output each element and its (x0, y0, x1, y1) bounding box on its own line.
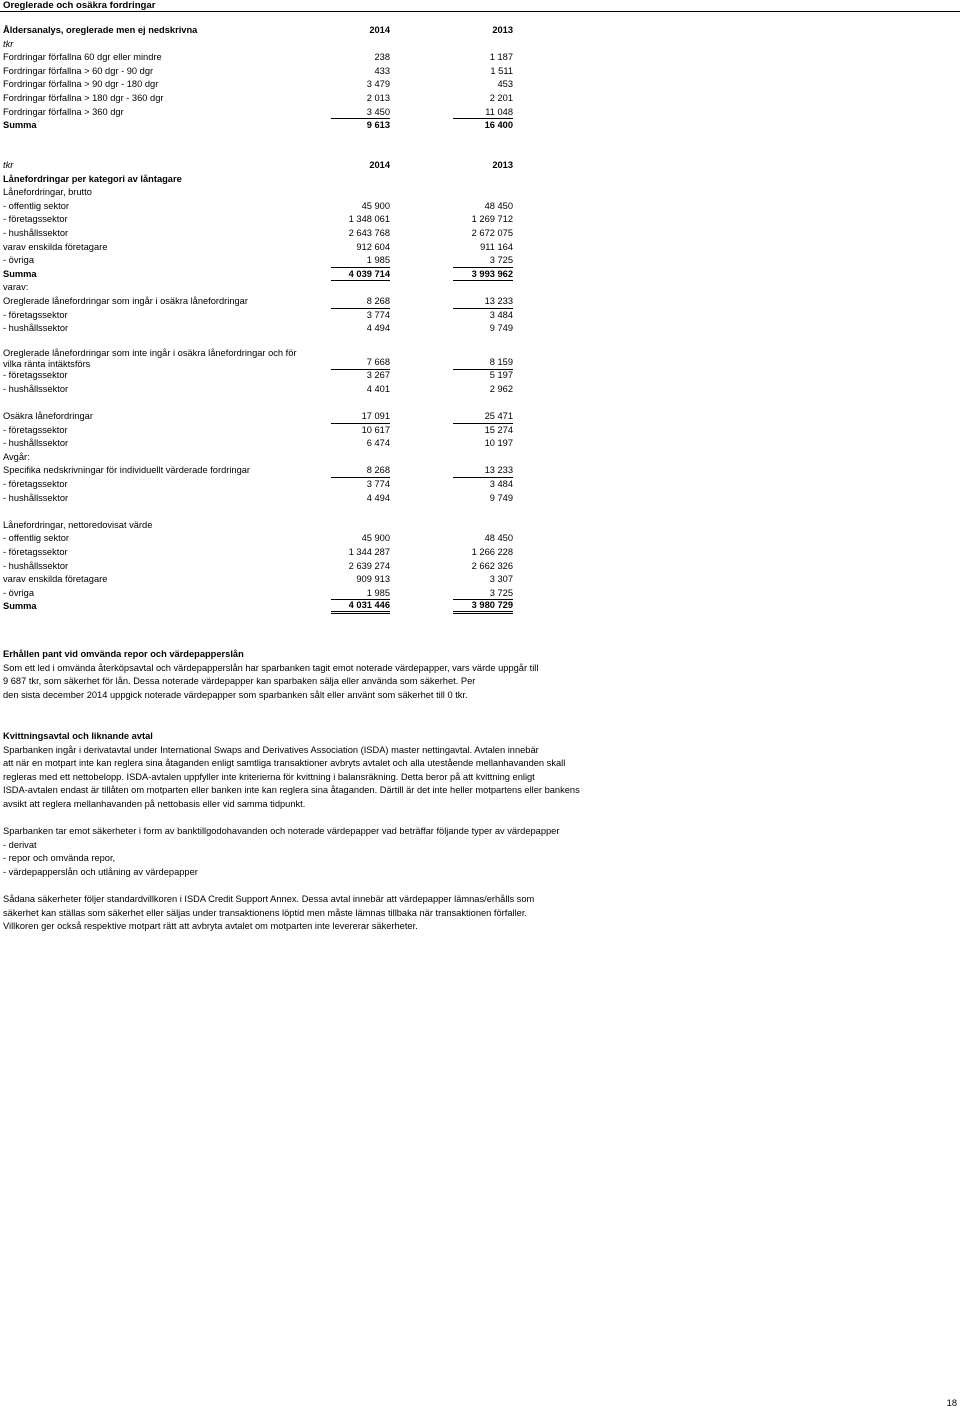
row-value-2013: 1 511 (490, 65, 513, 76)
row-value-2013: 1 266 228 (471, 547, 513, 558)
table-row (3, 349, 515, 369)
row-value-2014: 3 450 (331, 106, 390, 120)
row-value-2014: 8 268 (331, 464, 390, 478)
table-row (3, 200, 515, 214)
netting-list-item: - repor och omvända repor, (3, 853, 116, 864)
row-value-2014: 45 900 (361, 533, 390, 544)
row-value-2013: 11 048 (453, 106, 513, 120)
row-value-2014: 4 494 (366, 323, 390, 334)
row-value-2013: 2 672 075 (471, 227, 513, 238)
netting-line: Sparbanken tar emot säkerheter i form av banktillgodohavanden och noterade värdepapper vad beträffar följande typer av värdepapper (3, 826, 560, 837)
table-row (3, 254, 515, 268)
row-value-2014: 238 (374, 52, 390, 63)
table-row (3, 532, 515, 546)
row-value-2014: 1 985 (331, 254, 390, 268)
table-row (3, 546, 515, 560)
table-row (3, 78, 515, 92)
row-label: - hushållssektor (3, 560, 69, 571)
aging-table (3, 24, 515, 133)
table-row (3, 51, 515, 65)
row-value-2014: 7 668 (331, 356, 390, 370)
row-label: - företagssektor (3, 479, 68, 490)
row-label: Avgår: (3, 451, 30, 462)
row-label: Summa (3, 120, 37, 131)
spacer-row (3, 505, 515, 519)
category-heading-row (3, 173, 515, 187)
aging-header-row (3, 24, 515, 38)
row-value-2013: 13 233 (453, 295, 513, 309)
table-row (3, 106, 515, 120)
table-row (3, 437, 515, 451)
row-value-2014: 433 (374, 65, 390, 76)
row-value-2014: 10 617 (361, 424, 390, 435)
table-row (3, 241, 515, 255)
page-title: Oreglerade och osäkra fordringar (3, 0, 156, 11)
table-row (3, 600, 515, 614)
row-value-2013: 2 962 (489, 383, 513, 394)
row-label: - offentlig sektor (3, 200, 69, 211)
table-row (3, 186, 515, 200)
row-value-2013: 10 197 (484, 438, 513, 449)
aging-unit-row (3, 38, 515, 52)
aging-heading: Åldersanalys, oreglerade men ej nedskrivna (3, 25, 198, 35)
row-value-2014: 3 774 (366, 479, 390, 490)
repo-line: 9 687 tkr, som säkerhet för lån. Dessa noterade värdepapper kan sparbaken sälja eller använda som säkerhet. Per (3, 676, 476, 687)
row-value-2014: 8 268 (331, 295, 390, 309)
netting-list-item: - derivat (3, 839, 37, 850)
aging-unit: tkr (3, 38, 14, 49)
netting-line: Sådana säkerheter följer standardvillkoren i ISDA Credit Support Annex. Dessa avtal innebär att värdepapper lämnas/erhålls som (3, 894, 535, 905)
category-col-2013: 2013 (492, 160, 513, 170)
row-value-2014: 1 348 061 (348, 214, 390, 225)
table-row (3, 322, 515, 336)
row-value-2013: 8 159 (453, 356, 513, 370)
netting-heading: Kvittningsavtal och liknande avtal (3, 731, 153, 741)
table-row (3, 464, 515, 478)
row-label: Lånefordringar, brutto (3, 187, 92, 198)
aging-total-row (3, 119, 515, 133)
netting-line: att när en motpart inte kan reglera sina åtaganden enligt samtliga transaktioner avbryts avtalet och alla utestående mellanhavanden skall (3, 758, 566, 769)
row-label: Fordringar förfallna > 360 dgr (3, 106, 124, 117)
row-value-2014: 2 643 768 (348, 227, 390, 238)
table-row (3, 65, 515, 79)
row-value-2014: 9 613 (366, 120, 390, 131)
row-label: Summa (3, 268, 37, 279)
row-value-2013: 3 484 (489, 479, 513, 490)
spacer-row (3, 336, 515, 350)
paragraph-gap (3, 880, 943, 894)
row-label-line-2: vilka ränta intäktsförs (3, 359, 91, 370)
table-row (3, 424, 515, 438)
netting-line: ISDA-avtalen endast är tillåten om motparten eller banken inte kan reglera sina åtaganden. Därtill är det inte heller motpartens eller bankens (3, 785, 580, 796)
row-label: - företagssektor (3, 547, 68, 558)
row-value-2014: 909 913 (356, 574, 390, 585)
row-value-2013: 1 187 (489, 52, 513, 63)
row-value-2013: 2 662 326 (471, 560, 513, 571)
category-col-2014: 2014 (369, 160, 390, 170)
table-row (3, 451, 515, 465)
table-row (3, 309, 515, 323)
row-label: varav: (3, 282, 29, 293)
row-label: - hushållssektor (3, 438, 69, 449)
netting-line: regleras med ett nettobelopp. ISDA-avtalen uppfyller inte kriterierna för kvittning i balansräkning. Detta beror på att kvittning enligt (3, 771, 535, 782)
row-value-2013: 13 233 (453, 464, 513, 478)
row-value-2014: 912 604 (356, 241, 390, 252)
row-label-line-1: Oreglerade lånefordringar som inte ingår i osäkra lånefordringar och för (3, 348, 297, 359)
row-value-2014: 6 474 (366, 438, 390, 449)
table-row (3, 573, 515, 587)
row-value-2014: 3 267 (366, 370, 390, 381)
row-value-2013: 9 749 (489, 323, 513, 334)
category-unit: tkr (3, 160, 14, 170)
row-label: Oreglerade lånefordringar som ingår i osäkra lånefordringar (3, 295, 248, 306)
table-row (3, 268, 515, 282)
row-value-2014: 4 031 446 (331, 600, 390, 614)
row-label: - företagssektor (3, 214, 68, 225)
netting-line: avsikt att reglera mellanhavanden på nettobasis eller vid samma tidpunkt. (3, 798, 306, 809)
table-row (3, 519, 515, 533)
row-value-2013: 453 (497, 79, 513, 90)
table-row (3, 560, 515, 574)
row-value-2014: 4 401 (366, 383, 390, 394)
row-value-2013: 48 450 (484, 533, 513, 544)
table-row (3, 587, 515, 601)
row-value-2013: 3 725 (453, 254, 513, 268)
row-value-2014: 2 639 274 (348, 560, 390, 571)
row-value-2013: 9 749 (489, 492, 513, 503)
row-label: Specifika nedskrivningar för individuellt värderade fordringar (3, 465, 251, 476)
repo-heading: Erhållen pant vid omvända repor och värdepapperslån (3, 649, 244, 659)
row-value-2013: 3 725 (453, 587, 513, 601)
row-value-2013: 2 201 (489, 92, 513, 103)
title-rule (0, 11, 960, 12)
category-table (3, 159, 515, 614)
paragraph-gap (3, 812, 943, 826)
table-row (3, 295, 515, 309)
row-label: Summa (3, 601, 37, 612)
row-label: - övriga (3, 255, 35, 266)
category-heading: Lånefordringar per kategori av låntagare (3, 173, 182, 184)
row-value-2014: 1 344 287 (348, 547, 390, 558)
row-label: - företagssektor (3, 370, 68, 381)
spacer-row (3, 397, 515, 411)
netting-section (3, 730, 943, 934)
row-label (3, 348, 297, 370)
table-row (3, 410, 515, 424)
repo-line: Som ett led i omvända återköpsavtal och värdepapperslån har sparbanken tagit emot noterade värdepapper, vars värde uppgår till (3, 662, 539, 673)
row-value-2014: 3 479 (366, 79, 390, 90)
row-value-2014: 4 039 714 (331, 268, 390, 282)
row-label: Osäkra lånefordringar (3, 411, 93, 422)
row-label: Fordringar förfallna > 60 dgr - 90 dgr (3, 65, 154, 76)
row-label: - företagssektor (3, 309, 68, 320)
row-value-2013: 911 164 (480, 241, 513, 252)
netting-line: Sparbanken ingår i derivatavtal under International Swaps and Derivatives Association (ISDA) master nettingavtal. Avtalen innebär (3, 744, 539, 755)
row-value-2014: 3 774 (366, 309, 390, 320)
row-value-2014: 17 091 (331, 410, 390, 424)
table-row (3, 478, 515, 492)
row-value-2013: 3 993 962 (453, 268, 513, 282)
row-value-2013: 5 197 (489, 370, 513, 381)
row-value-2013: 15 274 (484, 424, 513, 435)
table-row (3, 369, 515, 383)
aging-col-2013: 2013 (492, 25, 513, 35)
table-row (3, 227, 515, 241)
table-row (3, 213, 515, 227)
row-value-2014: 1 985 (331, 587, 390, 601)
row-value-2013: 48 450 (484, 200, 513, 211)
page-number: 18 (946, 1398, 957, 1408)
row-label: - övriga (3, 587, 35, 598)
table-row (3, 492, 515, 506)
row-value-2014: 2 013 (366, 92, 390, 103)
row-label: - företagssektor (3, 424, 68, 435)
row-label: Fordringar förfallna > 180 dgr - 360 dgr (3, 92, 164, 103)
repo-line: den sista december 2014 uppgick noterade värdepapper som sparbanken sålt eller använt som säkerhet till 0 tkr. (3, 689, 468, 700)
row-value-2013: 3 484 (489, 309, 513, 320)
netting-line: Villkoren ger också respektive motpart rätt att avbryta avtalet om motparten inte levererar säkerheter. (3, 921, 418, 932)
row-label: Fordringar förfallna 60 dgr eller mindre (3, 52, 162, 63)
table-row (3, 92, 515, 106)
table-row (3, 383, 515, 397)
row-label: Lånefordringar, nettoredovisat värde (3, 519, 153, 530)
row-label: varav enskilda företagare (3, 574, 108, 585)
table-row (3, 281, 515, 295)
row-label: - hushållssektor (3, 323, 69, 334)
netting-line: säkerhet kan ställas som säkerhet eller säljas under transaktionens löptid men måste lämnas tillbaka när transaktionen förfaller. (3, 907, 527, 918)
row-label: - hushållssektor (3, 492, 69, 503)
row-value-2013: 1 269 712 (471, 214, 513, 225)
row-value-2013: 25 471 (453, 410, 513, 424)
row-value-2013: 3 307 (489, 574, 513, 585)
row-value-2013: 3 980 729 (453, 600, 513, 614)
row-label: Fordringar förfallna > 90 dgr - 180 dgr (3, 79, 159, 90)
netting-list-item: - värdepapperslån och utlåning av värdepapper (3, 866, 198, 877)
aging-col-2014: 2014 (369, 25, 390, 35)
row-label: varav enskilda företagare (3, 241, 108, 252)
repo-section (3, 648, 943, 702)
row-label: - offentlig sektor (3, 533, 69, 544)
row-label: - hushållssektor (3, 383, 69, 394)
row-value-2014: 45 900 (361, 200, 390, 211)
row-label: - hushållssektor (3, 227, 69, 238)
row-value-2014: 4 494 (366, 492, 390, 503)
category-header-row (3, 159, 515, 173)
row-value-2013: 16 400 (484, 120, 513, 131)
